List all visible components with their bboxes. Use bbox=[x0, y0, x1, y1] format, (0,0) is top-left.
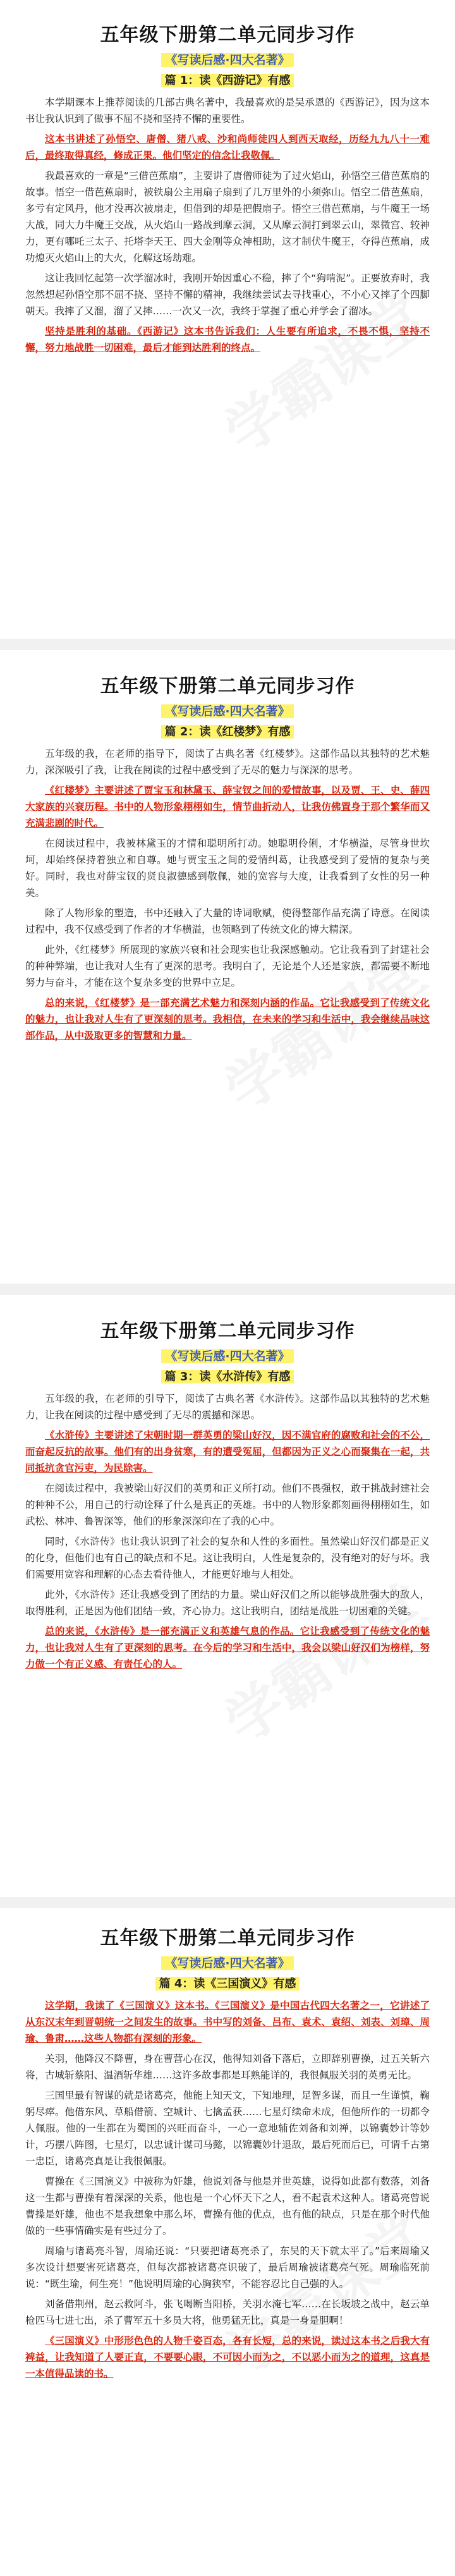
subtitle-text: 《写读后感·四大名著》 bbox=[161, 1349, 293, 1363]
section-divider bbox=[0, 639, 455, 650]
paragraph: 周瑜与诸葛亮斗智，周瑜还说：“只要把诸葛亮杀了，东吴的天下就太平了。”后来周瑜又多次设计想要害死诸葛亮，但每次都被诸葛亮识破了，最后周瑜被诸葛亮气死。周瑜临死前说：“既生瑜，何生亮！”他说明周瑜的心胸狭窄，不能容忍比自己强的人。 bbox=[25, 2245, 430, 2290]
paragraph: 我最喜欢的一章是“三借芭蕉扇”，主要讲了唐僧师徒为了过火焰山，孙悟空三借芭蕉扇的故事。悟空一借芭蕉扇时，被铁扇公主用扇子扇到了几万里外的小须弥山。悟空二借芭蕉扇，多亏有定风丹，他才没再次被扇走，但借到的却是把假扇子。悟空三借芭蕉扇，与牛魔王一场大战，同大力牛魔王交战，从火焰山一路战到摩云洞，又从摩云洞打到翠云山，翠微宫、较神力，更有哪吒三太子、托塔李天王、四大金刚等众神相助，这才制伏牛魔王，夺得芭蕉扇，成功熄灭火焰山上的大火，化解这场劫难。 bbox=[25, 170, 430, 264]
highlight-paragraph: 《红楼梦》主要讲述了贾宝玉和林黛玉、薛宝钗之间的爱情故事，以及贾、王、史、薛四大家族的兴衰历程。书中的人物形象栩栩如生，情节曲折动人，让我仿佛置身于那个繁华而又充满悲剧的时代。 bbox=[25, 785, 430, 829]
chapter-heading bbox=[25, 723, 430, 739]
highlight-paragraph: 这学期，我读了《三国演义》这本书。《三国演义》是中国古代四大名著之一，它讲述了从东汉末年到晋朝统一之间发生的故事。书中写的刘备、吕布、袁术、袁绍、刘表、刘璋、周瑜、鲁肃……这些人物都有深刻的形象。 bbox=[25, 2000, 430, 2044]
highlight-paragraph: 《三国演义》中形形色色的人物千姿百态，各有长短，总的来说，读过这本书之后我大有裨益，让我知道了人要正直，不要要心眼，不可因小而为之，不以恶小而为之的道理，这真是一本值得品读的书。 bbox=[25, 2335, 430, 2379]
essay-section-4 bbox=[0, 1922, 455, 2386]
highlight-paragraph: 总的来说，《水浒传》是一部充满正义和英雄气息的作品。它让我感受到了传统文化的魅力，也让我对人生有了更深刻的思考。在今后的学习和生活中，我会以梁山好汉们为榜样，努力做一个有正义感、有责任心的人。 bbox=[25, 1626, 430, 1670]
section-title: 五年级下册第二单元同步习作 bbox=[100, 1320, 355, 1342]
chapter-text: 篇 2：读《红楼梦》有感 bbox=[161, 725, 294, 739]
paragraph: 关羽，他降汉不降曹，身在曹营心在汉，他得知刘备下落后，立即辞别曹操，过五关斩六将，古城斩蔡阳、温酒斩华雄……这许多故事都是耳熟能详的，我很佩服关羽的英勇无比。 bbox=[25, 2053, 430, 2081]
paragraph: 五年级的我，在老师的引导下，阅读了古典名著《水浒传》。这部作品以其独特的艺术魅力，让我在阅读的过程中感受到了无尽的震撼和深思。 bbox=[25, 1393, 430, 1421]
paragraph: 除了人物形象的塑造，书中还融入了大量的诗词歌赋，使得整部作品充满了诗意。在阅读过程中，我不仅感受到了作者的才华横溢，也领略到了传统文化的博大精深。 bbox=[25, 907, 430, 935]
chapter-heading bbox=[25, 71, 430, 88]
highlight-paragraph: 总的来说，《红楼梦》是一部充满艺术魅力和深刻内涵的作品。它让我感受到了传统文化的魅力，也让我对人生有了更深刻的思考。我相信，在未来的学习和生活中，我会继续品味这部作品，从中汲取更多的智慧和力量。 bbox=[25, 997, 430, 1041]
paragraph: 曹操在《三国演义》中被称为奸雄，他说刘备与他是并世英雄，说得如此都有数落，刘备这一生都与曹操有着深深的关系，他也是一个心怀天下之人，看不起袁术这种人。诸葛亮曾说曹操是奸雄，他也不是我想象中那么坏，曹操有他的优点，也有他的缺点，只是在那个时代他做的一些事情确实是有些过分了。 bbox=[25, 2176, 430, 2236]
section-subtitle bbox=[25, 1954, 430, 1971]
highlight-paragraph: 《水浒传》主要讲述了宋朝时期一群英勇的梁山好汉，因不满官府的腐败和社会的不公，而奋起反抗的故事。他们有的出身贫寒，有的遭受冤屈，但都因为正义之心而聚集在一起，共同抵抗贪官污吏，为民除害。 bbox=[25, 1430, 430, 1474]
subtitle-text: 《写读后感·四大名著》 bbox=[161, 704, 293, 718]
paragraph: 这让我回忆起第一次学溜冰时，我刚开始因重心不稳，摔了个“狗啃泥”。正要放弃时，我忽然想起孙悟空那不屈不挠、坚持不懈的精神，我继续尝试去寻找重心，不小心又摔了个四脚朝天。我摔了又溜，溜了又摔……一次又一次，我终于掌握了重心并学会了溜冰。 bbox=[25, 273, 430, 317]
paragraph: 五年级的我，在老师的指导下，阅读了古典名著《红楼梦》。这部作品以其独特的艺术魅力，深深吸引了我，让我在阅读的过程中感受到了无尽的魅力与深深的思考。 bbox=[25, 748, 430, 776]
highlight-paragraph: 坚持是胜利的基础。《西游记》这本书告诉我们：人生要有所追求，不畏不惧，坚持不懈，努力地战胜一切困难，最后才能到达胜利的终点。 bbox=[25, 326, 430, 353]
paragraph: 本学期课本上推荐阅读的几部古典名著中，我最喜欢的是吴承恩的《西游记》，因为这本书让我认识到了做事不屈不挠和坚持不懈的重要性。 bbox=[25, 97, 430, 125]
paragraph: 三国里最有智谋的就是诸葛亮，他能上知天文，下知地理，足智多谋，而且一生谨慎，鞠躬尽瘁。他借东风、草船借箭、空城计、七擒孟获……七星灯续命未成，但他所作的一切都令人佩服。他的一生都在为蜀国的兴旺而奋斗，一心一意地辅佐刘备和刘禅，以锦囊妙计等妙计，巧摆八阵图，七星灯，以忠诚计谋司马懿，以锦囊妙计退敌，最后死而后已，可谓千古第一忠臣，诸葛亮真是让我很佩服。 bbox=[25, 2090, 430, 2167]
essay-section-2 bbox=[0, 670, 455, 1048]
section-subtitle bbox=[25, 51, 430, 68]
subtitle-text: 《写读后感·四大名著》 bbox=[161, 1956, 293, 1970]
essay-section-3 bbox=[0, 1315, 455, 1676]
essay-section-1 bbox=[0, 19, 455, 360]
section-title: 五年级下册第二单元同步习作 bbox=[100, 1927, 355, 1949]
chapter-heading bbox=[25, 1368, 430, 1384]
paragraph: 刘备借荆州，赵云救阿斗，张飞喝断当阳桥，关羽水淹七军……在长坂坡之战中，赵云单枪匹马七进七出，杀了曹军五十多员大将，他勇猛无比，真是一身是胆啊！ bbox=[25, 2298, 430, 2326]
paragraph: 此外，《水浒传》还让我感受到了团结的力量。梁山好汉们之所以能够战胜强大的敌人，取得胜利，正是因为他们团结一致，齐心协力。这让我明白，团结是战胜一切困难的关键。 bbox=[25, 1589, 430, 1617]
section-title: 五年级下册第二单元同步习作 bbox=[100, 675, 355, 697]
section-subtitle bbox=[25, 702, 430, 719]
section-divider bbox=[0, 1897, 455, 1908]
subtitle-text: 《写读后感·四大名著》 bbox=[161, 53, 293, 67]
chapter-text: 篇 1：读《西游记》有感 bbox=[161, 74, 294, 87]
chapter-heading bbox=[25, 1975, 430, 1991]
paragraph: 在阅读过程中，我被林黛玉的才情和聪明所打动。她聪明伶俐，才华横溢，尽管身世坎坷，却始终保持着独立和自尊。她与贾宝玉之间的爱情纠葛，让我感受到了爱情的复杂与美好。同时，我也对薛宝钗的贤良淑德感到敬佩，她的宽容与大度，让我看到了女性的另一种美。 bbox=[25, 838, 430, 899]
section-subtitle bbox=[25, 1347, 430, 1364]
chapter-text: 篇 3：读《水浒传》有感 bbox=[161, 1370, 294, 1383]
section-title: 五年级下册第二单元同步习作 bbox=[100, 24, 355, 46]
paragraph: 在阅读过程中，我被梁山好汉们的英勇和正义所打动。他们不畏强权，敢于挑战封建社会的种种不公，用自己的行动诠释了什么是真正的英雄。书中的人物形象都刻画得栩栩如生，如武松、林冲、鲁智深等，他们的形象深深印在了我的心中。 bbox=[25, 1483, 430, 1527]
chapter-text: 篇 4：读《三国演义》有感 bbox=[155, 1977, 300, 1990]
section-divider bbox=[0, 1284, 455, 1295]
highlight-paragraph: 这本书讲述了孙悟空、唐僧、猪八戒、沙和尚师徒四人到西天取经，历经九九八十一难后，最终取得真经，修成正果。他们坚定的信念让我敬佩。 bbox=[25, 133, 430, 161]
paragraph: 同时，《水浒传》也让我认识到了社会的复杂和人性的多面性。虽然梁山好汉们都是正义的化身，但他们也有自己的缺点和不足。这让我明白，人性是复杂的，没有绝对的好与坏。我们需要用宽容和理解的心态去看待他人，才能更好地与人相处。 bbox=[25, 1536, 430, 1580]
paragraph: 此外，《红楼梦》所展现的家族兴衰和社会现实也让我深感触动。它让我看到了封建社会的种种弊端，也让我对人生有了更深的思考。我明白了，无论是个人还是家族，都需要不断地努力与奋斗，才能在这个复杂多变的世界中立足。 bbox=[25, 944, 430, 988]
